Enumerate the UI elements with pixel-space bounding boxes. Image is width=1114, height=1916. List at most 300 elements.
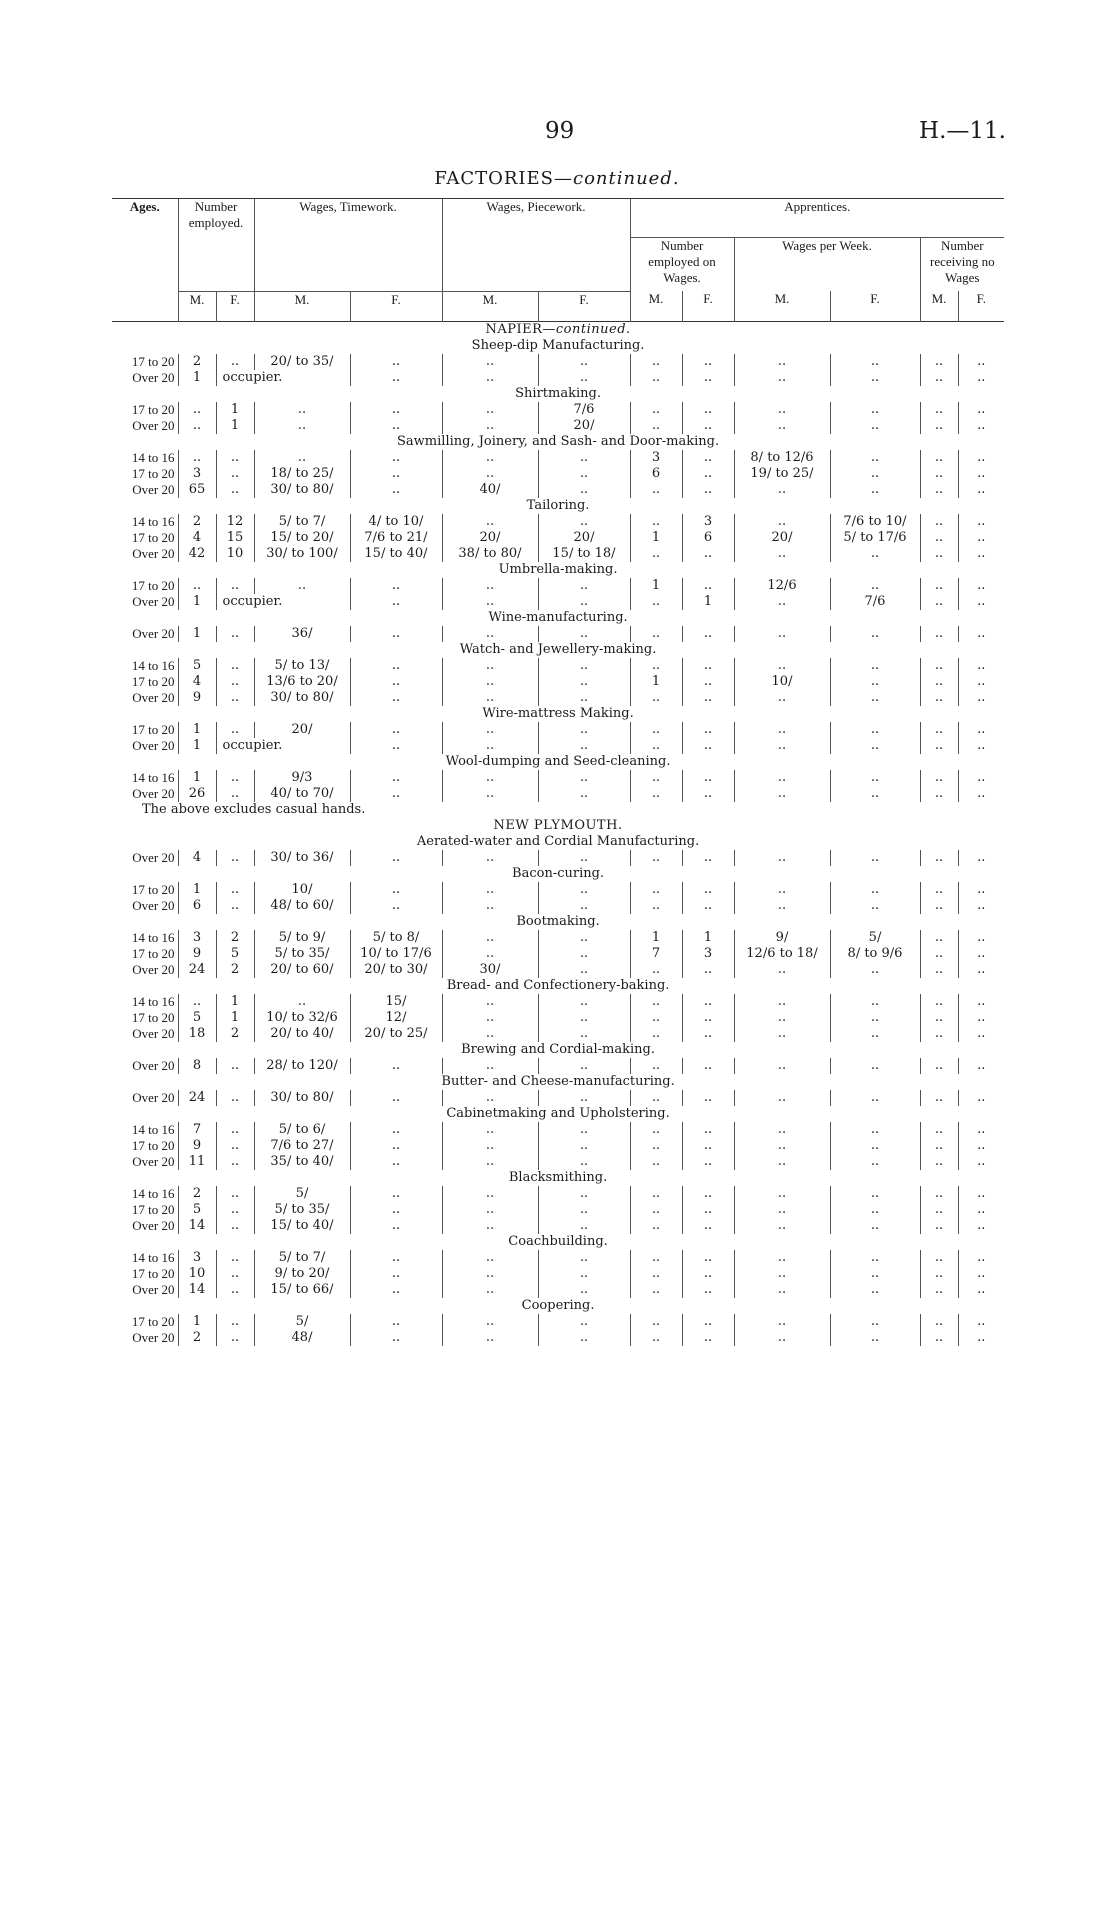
cell-employed-f: .. bbox=[216, 1090, 254, 1106]
cell-appr-week-m: .. bbox=[734, 418, 830, 434]
cell-appr-wages-f: .. bbox=[682, 1266, 734, 1282]
table-row bbox=[112, 482, 1004, 498]
industry-name: Sheep-dip Manufacturing. bbox=[471, 337, 645, 353]
cell-piecework-f: .. bbox=[538, 962, 630, 978]
cell-employed-f: .. bbox=[216, 1154, 254, 1170]
cell-appr-nowage-f: .. bbox=[958, 482, 1004, 498]
cell-timework-f: 15/ bbox=[350, 994, 442, 1010]
header-apprentice-number-on-wages: Number employed on Wages. bbox=[630, 237, 734, 291]
cell-appr-week-m: .. bbox=[734, 546, 830, 562]
cell-age: 17 to 20 bbox=[131, 529, 175, 545]
cell-piecework-m: .. bbox=[442, 1026, 538, 1042]
cell-piecework-m: .. bbox=[442, 1090, 538, 1106]
cell-employed-m: .. bbox=[178, 418, 216, 434]
cell-appr-week-m: 19/ to 25/ bbox=[734, 466, 830, 482]
cell-appr-week-m: .. bbox=[734, 658, 830, 674]
cell-employed-f: .. bbox=[216, 1330, 254, 1346]
cell-appr-wages-m: .. bbox=[630, 402, 682, 418]
cell-employed-f: .. bbox=[216, 690, 254, 706]
industry-heading bbox=[112, 834, 1004, 850]
table-row bbox=[112, 1058, 1004, 1074]
cell-piecework-m: .. bbox=[442, 466, 538, 482]
cell-appr-nowage-m: .. bbox=[920, 722, 958, 738]
cell-appr-week-f: .. bbox=[830, 1218, 920, 1234]
cell-timework-m: 40/ to 70/ bbox=[254, 786, 350, 802]
cell-piecework-m: .. bbox=[442, 1202, 538, 1218]
cell-appr-wages-f: .. bbox=[682, 1090, 734, 1106]
cell-appr-week-f: .. bbox=[830, 738, 920, 754]
cell-appr-week-f: .. bbox=[830, 1330, 920, 1346]
table-row bbox=[112, 1202, 1004, 1218]
table-row bbox=[112, 1186, 1004, 1202]
cell-piecework-f: 15/ to 18/ bbox=[538, 546, 630, 562]
cell-appr-wages-m: .. bbox=[630, 1090, 682, 1106]
cell-timework-m: 5/ to 7/ bbox=[254, 1250, 350, 1266]
cell-appr-week-f: .. bbox=[830, 690, 920, 706]
cell-appr-nowage-m: .. bbox=[920, 370, 958, 386]
cell-employed-m: 24 bbox=[178, 962, 216, 978]
cell-appr-nowage-f: .. bbox=[958, 1010, 1004, 1026]
cell-timework-m: 30/ to 80/ bbox=[254, 1090, 350, 1106]
cell-appr-nowage-f: .. bbox=[958, 1138, 1004, 1154]
cell-employed-f: .. bbox=[216, 882, 254, 898]
cell-appr-nowage-f: .. bbox=[958, 946, 1004, 962]
cell-appr-week-f: .. bbox=[830, 1266, 920, 1282]
cell-timework-f: .. bbox=[350, 1250, 442, 1266]
cell-timework-f: .. bbox=[350, 738, 442, 754]
cell-employed-f: 2 bbox=[216, 930, 254, 946]
cell-timework-m: 30/ to 80/ bbox=[254, 482, 350, 498]
cell-employed-m: 6 bbox=[178, 898, 216, 914]
cell-employed-f: occupier. bbox=[216, 738, 350, 754]
cell-appr-wages-m: 7 bbox=[630, 946, 682, 962]
cell-appr-week-f: .. bbox=[830, 1314, 920, 1330]
cell-appr-wages-f: .. bbox=[682, 418, 734, 434]
cell-timework-f: .. bbox=[350, 898, 442, 914]
cell-appr-nowage-f: .. bbox=[958, 450, 1004, 466]
cell-appr-wages-m: .. bbox=[630, 594, 682, 610]
cell-appr-wages-m: .. bbox=[630, 1010, 682, 1026]
cell-appr-week-m: .. bbox=[734, 962, 830, 978]
cell-age: 17 to 20 bbox=[131, 1137, 175, 1153]
cell-timework-f: .. bbox=[350, 354, 442, 370]
cell-employed-f: occupier. bbox=[216, 594, 350, 610]
cell-timework-f: .. bbox=[350, 1122, 442, 1138]
cell-employed-m: 5 bbox=[178, 1202, 216, 1218]
header-m: M. bbox=[254, 291, 350, 321]
industry-heading bbox=[112, 610, 1004, 626]
cell-timework-f: .. bbox=[350, 482, 442, 498]
cell-piecework-m: .. bbox=[442, 850, 538, 866]
header-apprentice-wages-per-week: Wages per Week. bbox=[734, 237, 920, 291]
cell-appr-wages-m: .. bbox=[630, 1282, 682, 1298]
cell-age: 17 to 20 bbox=[131, 945, 175, 961]
cell-appr-nowage-f: .. bbox=[958, 898, 1004, 914]
cell-piecework-m: .. bbox=[442, 722, 538, 738]
cell-piecework-m: .. bbox=[442, 994, 538, 1010]
cell-appr-wages-f: .. bbox=[682, 1202, 734, 1218]
cell-appr-wages-m: .. bbox=[630, 1250, 682, 1266]
table-row bbox=[112, 1010, 1004, 1026]
cell-employed-m: 2 bbox=[178, 354, 216, 370]
industry-name: Sawmilling, Joinery, and Sash- and Door-making. bbox=[397, 433, 720, 449]
cell-appr-week-m: .. bbox=[734, 850, 830, 866]
cell-employed-f: 12 bbox=[216, 514, 254, 530]
cell-appr-week-m: .. bbox=[734, 1250, 830, 1266]
cell-appr-week-m: .. bbox=[734, 1186, 830, 1202]
cell-employed-m: 1 bbox=[178, 1314, 216, 1330]
header-f: F. bbox=[830, 291, 920, 321]
cell-timework-f: .. bbox=[350, 450, 442, 466]
cell-appr-week-f: .. bbox=[830, 1250, 920, 1266]
cell-timework-m: .. bbox=[254, 578, 350, 594]
cell-timework-f: .. bbox=[350, 786, 442, 802]
cell-appr-wages-m: .. bbox=[630, 1202, 682, 1218]
cell-appr-wages-m: .. bbox=[630, 1138, 682, 1154]
cell-appr-nowage-f: .. bbox=[958, 530, 1004, 546]
cell-employed-m: 1 bbox=[178, 882, 216, 898]
cell-employed-m: .. bbox=[178, 578, 216, 594]
cell-piecework-m: .. bbox=[442, 370, 538, 386]
industry-heading bbox=[112, 1298, 1004, 1314]
cell-piecework-m: .. bbox=[442, 1058, 538, 1074]
cell-timework-f: 12/ bbox=[350, 1010, 442, 1026]
cell-appr-wages-m: .. bbox=[630, 482, 682, 498]
cell-appr-nowage-f: .. bbox=[958, 690, 1004, 706]
cell-appr-nowage-f: .. bbox=[958, 546, 1004, 562]
cell-piecework-f: 7/6 bbox=[538, 402, 630, 418]
cell-appr-wages-f: 6 bbox=[682, 530, 734, 546]
cell-appr-nowage-m: .. bbox=[920, 946, 958, 962]
cell-appr-week-f: .. bbox=[830, 1090, 920, 1106]
cell-timework-m: 5/ to 35/ bbox=[254, 1202, 350, 1218]
cell-age: 17 to 20 bbox=[131, 881, 175, 897]
cell-appr-week-f: .. bbox=[830, 1186, 920, 1202]
cell-age: Over 20 bbox=[132, 1057, 175, 1073]
cell-piecework-m: 20/ bbox=[442, 530, 538, 546]
cell-appr-week-f: 7/6 bbox=[830, 594, 920, 610]
cell-piecework-f: 20/ bbox=[538, 418, 630, 434]
cell-age: 17 to 20 bbox=[131, 1313, 175, 1329]
cell-appr-nowage-m: .. bbox=[920, 658, 958, 674]
cell-timework-f: 20/ to 30/ bbox=[350, 962, 442, 978]
cell-appr-week-f: .. bbox=[830, 1010, 920, 1026]
region-name: NEW PLYMOUTH. bbox=[493, 817, 623, 833]
table-note bbox=[112, 802, 1004, 818]
cell-timework-f: .. bbox=[350, 770, 442, 786]
cell-piecework-f: .. bbox=[538, 466, 630, 482]
cell-appr-nowage-m: .. bbox=[920, 898, 958, 914]
cell-employed-m: 5 bbox=[178, 658, 216, 674]
cell-appr-wages-f: .. bbox=[682, 962, 734, 978]
cell-appr-wages-f: .. bbox=[682, 1282, 734, 1298]
cell-appr-nowage-m: .. bbox=[920, 482, 958, 498]
cell-appr-nowage-m: .. bbox=[920, 786, 958, 802]
cell-appr-nowage-f: .. bbox=[958, 354, 1004, 370]
cell-appr-nowage-f: .. bbox=[958, 738, 1004, 754]
wages-table bbox=[112, 198, 1004, 1346]
document-reference: H.—11. bbox=[919, 118, 1006, 144]
cell-piecework-m: .. bbox=[442, 354, 538, 370]
industry-name: Wine-manufacturing. bbox=[488, 609, 628, 625]
cell-timework-f: .. bbox=[350, 690, 442, 706]
cell-appr-nowage-m: .. bbox=[920, 1026, 958, 1042]
cell-appr-nowage-m: .. bbox=[920, 1010, 958, 1026]
industry-heading bbox=[112, 1106, 1004, 1122]
cell-piecework-m: .. bbox=[442, 930, 538, 946]
cell-piecework-f: .. bbox=[538, 690, 630, 706]
cell-employed-f: .. bbox=[216, 786, 254, 802]
cell-appr-week-m: .. bbox=[734, 1138, 830, 1154]
cell-appr-wages-m: .. bbox=[630, 354, 682, 370]
cell-appr-wages-f: .. bbox=[682, 1250, 734, 1266]
header-number-employed: Number employed. bbox=[178, 199, 254, 291]
cell-appr-week-m: .. bbox=[734, 370, 830, 386]
cell-appr-nowage-f: .. bbox=[958, 1218, 1004, 1234]
cell-employed-m: 2 bbox=[178, 1330, 216, 1346]
cell-appr-week-f: .. bbox=[830, 674, 920, 690]
cell-appr-nowage-m: .. bbox=[920, 1090, 958, 1106]
cell-piecework-m: .. bbox=[442, 690, 538, 706]
cell-appr-wages-f: 1 bbox=[682, 930, 734, 946]
cell-piecework-f: .. bbox=[538, 1202, 630, 1218]
cell-age: 17 to 20 bbox=[131, 465, 175, 481]
cell-appr-week-f: .. bbox=[830, 1154, 920, 1170]
cell-timework-f: .. bbox=[350, 722, 442, 738]
cell-appr-week-m: .. bbox=[734, 1010, 830, 1026]
industry-heading bbox=[112, 1234, 1004, 1250]
cell-appr-nowage-m: .. bbox=[920, 1154, 958, 1170]
cell-timework-f: .. bbox=[350, 1266, 442, 1282]
cell-timework-m: 48/ to 60/ bbox=[254, 898, 350, 914]
table-row bbox=[112, 626, 1004, 642]
cell-appr-wages-m: .. bbox=[630, 962, 682, 978]
cell-employed-f: .. bbox=[216, 354, 254, 370]
header-m: M. bbox=[442, 291, 538, 321]
cell-timework-f: 10/ to 17/6 bbox=[350, 946, 442, 962]
cell-timework-f: .. bbox=[350, 1138, 442, 1154]
industry-heading bbox=[112, 1074, 1004, 1090]
cell-age: 14 to 16 bbox=[131, 657, 175, 673]
cell-appr-wages-m: .. bbox=[630, 882, 682, 898]
cell-employed-m: 1 bbox=[178, 594, 216, 610]
cell-appr-week-m: 20/ bbox=[734, 530, 830, 546]
cell-appr-wages-f: .. bbox=[682, 466, 734, 482]
cell-piecework-f: .. bbox=[538, 514, 630, 530]
cell-employed-m: 3 bbox=[178, 466, 216, 482]
cell-appr-wages-m: .. bbox=[630, 722, 682, 738]
cell-appr-wages-m: .. bbox=[630, 1058, 682, 1074]
cell-appr-week-f: .. bbox=[830, 578, 920, 594]
table-row bbox=[112, 1154, 1004, 1170]
cell-appr-week-m: .. bbox=[734, 594, 830, 610]
cell-employed-f: 1 bbox=[216, 418, 254, 434]
cell-appr-wages-m: .. bbox=[630, 1186, 682, 1202]
cell-appr-week-f: .. bbox=[830, 482, 920, 498]
cell-appr-nowage-m: .. bbox=[920, 514, 958, 530]
cell-timework-f: .. bbox=[350, 882, 442, 898]
header-f: F. bbox=[958, 291, 1004, 321]
cell-age: Over 20 bbox=[132, 849, 175, 865]
cell-appr-nowage-f: .. bbox=[958, 1330, 1004, 1346]
table-row bbox=[112, 882, 1004, 898]
industry-name: Butter- and Cheese-manufacturing. bbox=[441, 1073, 675, 1089]
cell-timework-f: .. bbox=[350, 578, 442, 594]
cell-appr-wages-m: 1 bbox=[630, 530, 682, 546]
cell-appr-nowage-m: .. bbox=[920, 690, 958, 706]
cell-timework-m: 30/ to 36/ bbox=[254, 850, 350, 866]
cell-timework-m: 28/ to 120/ bbox=[254, 1058, 350, 1074]
cell-employed-m: 9 bbox=[178, 1138, 216, 1154]
cell-appr-wages-m: 1 bbox=[630, 578, 682, 594]
cell-piecework-m: .. bbox=[442, 674, 538, 690]
cell-appr-nowage-m: .. bbox=[920, 1138, 958, 1154]
cell-piecework-f: .. bbox=[538, 1282, 630, 1298]
cell-piecework-m: .. bbox=[442, 1282, 538, 1298]
cell-employed-f: .. bbox=[216, 1186, 254, 1202]
cell-appr-week-f: 8/ to 9/6 bbox=[830, 946, 920, 962]
cell-piecework-f: .. bbox=[538, 850, 630, 866]
cell-appr-nowage-f: .. bbox=[958, 1250, 1004, 1266]
industry-name: Brewing and Cordial-making. bbox=[461, 1041, 655, 1057]
table-row bbox=[112, 402, 1004, 418]
cell-piecework-f: .. bbox=[538, 898, 630, 914]
cell-piecework-f: .. bbox=[538, 930, 630, 946]
cell-employed-m: 1 bbox=[178, 770, 216, 786]
cell-appr-nowage-m: .. bbox=[920, 594, 958, 610]
industry-heading bbox=[112, 562, 1004, 578]
industry-name: Bread- and Confectionery-baking. bbox=[446, 977, 670, 993]
table-row bbox=[112, 418, 1004, 434]
cell-appr-nowage-m: .. bbox=[920, 850, 958, 866]
cell-appr-nowage-m: .. bbox=[920, 994, 958, 1010]
cell-appr-wages-f: .. bbox=[682, 450, 734, 466]
cell-age: 14 to 16 bbox=[131, 769, 175, 785]
cell-employed-m: 1 bbox=[178, 738, 216, 754]
cell-age: 14 to 16 bbox=[131, 929, 175, 945]
header-wages-piecework: Wages, Piecework. bbox=[442, 199, 630, 291]
cell-appr-wages-f: 3 bbox=[682, 514, 734, 530]
cell-timework-m: 18/ to 25/ bbox=[254, 466, 350, 482]
industry-name: Shirtmaking. bbox=[515, 385, 601, 401]
cell-appr-nowage-m: .. bbox=[920, 1314, 958, 1330]
table-row bbox=[112, 722, 1004, 738]
cell-appr-week-m: .. bbox=[734, 1122, 830, 1138]
cell-appr-nowage-f: .. bbox=[958, 674, 1004, 690]
cell-employed-m: .. bbox=[178, 450, 216, 466]
cell-employed-m: 4 bbox=[178, 530, 216, 546]
cell-appr-nowage-f: .. bbox=[958, 1154, 1004, 1170]
cell-piecework-f: .. bbox=[538, 738, 630, 754]
cell-age: Over 20 bbox=[132, 625, 175, 641]
cell-appr-wages-f: .. bbox=[682, 1058, 734, 1074]
cell-timework-m: .. bbox=[254, 450, 350, 466]
cell-appr-nowage-m: .. bbox=[920, 1202, 958, 1218]
cell-appr-wages-m: .. bbox=[630, 690, 682, 706]
cell-appr-week-f: .. bbox=[830, 882, 920, 898]
industry-heading bbox=[112, 386, 1004, 402]
cell-age: Over 20 bbox=[132, 417, 175, 433]
cell-appr-nowage-f: .. bbox=[958, 1058, 1004, 1074]
cell-appr-nowage-f: .. bbox=[958, 770, 1004, 786]
cell-piecework-m: .. bbox=[442, 418, 538, 434]
cell-age: Over 20 bbox=[132, 1217, 175, 1233]
cell-appr-nowage-f: .. bbox=[958, 786, 1004, 802]
cell-appr-nowage-m: .. bbox=[920, 674, 958, 690]
cell-appr-wages-f: .. bbox=[682, 1010, 734, 1026]
cell-age: 14 to 16 bbox=[131, 1121, 175, 1137]
table-header bbox=[112, 199, 1004, 322]
cell-employed-m: 1 bbox=[178, 722, 216, 738]
industry-name: Bacon-curing. bbox=[512, 865, 605, 881]
cell-appr-week-f: 5/ bbox=[830, 930, 920, 946]
cell-piecework-m: .. bbox=[442, 946, 538, 962]
cell-appr-nowage-f: .. bbox=[958, 370, 1004, 386]
cell-employed-m: 2 bbox=[178, 1186, 216, 1202]
cell-timework-f: .. bbox=[350, 1330, 442, 1346]
cell-appr-wages-m: 6 bbox=[630, 466, 682, 482]
cell-employed-m: 24 bbox=[178, 1090, 216, 1106]
region-heading bbox=[112, 322, 1004, 338]
cell-employed-m: 11 bbox=[178, 1154, 216, 1170]
cell-piecework-f: .. bbox=[538, 450, 630, 466]
cell-piecework-f: .. bbox=[538, 1138, 630, 1154]
cell-timework-m: 15/ to 66/ bbox=[254, 1282, 350, 1298]
cell-appr-nowage-f: .. bbox=[958, 930, 1004, 946]
table-row bbox=[112, 1250, 1004, 1266]
cell-appr-nowage-f: .. bbox=[958, 658, 1004, 674]
cell-employed-f: .. bbox=[216, 626, 254, 642]
cell-piecework-m: .. bbox=[442, 1314, 538, 1330]
cell-piecework-m: .. bbox=[442, 882, 538, 898]
cell-timework-m: 9/3 bbox=[254, 770, 350, 786]
table-row bbox=[112, 930, 1004, 946]
cell-age: Over 20 bbox=[132, 1329, 175, 1345]
cell-age: 17 to 20 bbox=[131, 673, 175, 689]
cell-piecework-m: .. bbox=[442, 658, 538, 674]
cell-appr-nowage-m: .. bbox=[920, 402, 958, 418]
header-apprentice-no-wages: Number receiving no Wages bbox=[920, 237, 1004, 291]
cell-timework-m: 30/ to 100/ bbox=[254, 546, 350, 562]
cell-age: 17 to 20 bbox=[131, 1201, 175, 1217]
cell-appr-wages-f: .. bbox=[682, 1138, 734, 1154]
cell-appr-wages-m: .. bbox=[630, 1266, 682, 1282]
table-row bbox=[112, 1218, 1004, 1234]
cell-appr-week-m: .. bbox=[734, 626, 830, 642]
cell-employed-f: .. bbox=[216, 1218, 254, 1234]
cell-appr-wages-m: .. bbox=[630, 994, 682, 1010]
cell-age: Over 20 bbox=[132, 689, 175, 705]
header-wages-timework: Wages, Timework. bbox=[254, 199, 442, 291]
cell-employed-f: .. bbox=[216, 674, 254, 690]
cell-employed-f: .. bbox=[216, 578, 254, 594]
cell-piecework-m: .. bbox=[442, 1250, 538, 1266]
cell-timework-m: 5/ to 35/ bbox=[254, 946, 350, 962]
cell-piecework-f: .. bbox=[538, 1314, 630, 1330]
cell-timework-f: .. bbox=[350, 626, 442, 642]
cell-appr-wages-f: .. bbox=[682, 658, 734, 674]
cell-employed-f: .. bbox=[216, 482, 254, 498]
cell-appr-week-m: .. bbox=[734, 1202, 830, 1218]
cell-timework-f: .. bbox=[350, 594, 442, 610]
cell-appr-week-f: .. bbox=[830, 658, 920, 674]
cell-appr-nowage-f: .. bbox=[958, 1186, 1004, 1202]
cell-appr-week-m: .. bbox=[734, 738, 830, 754]
cell-appr-wages-f: .. bbox=[682, 898, 734, 914]
cell-timework-f: .. bbox=[350, 418, 442, 434]
cell-piecework-f: .. bbox=[538, 594, 630, 610]
cell-timework-m: 35/ to 40/ bbox=[254, 1154, 350, 1170]
